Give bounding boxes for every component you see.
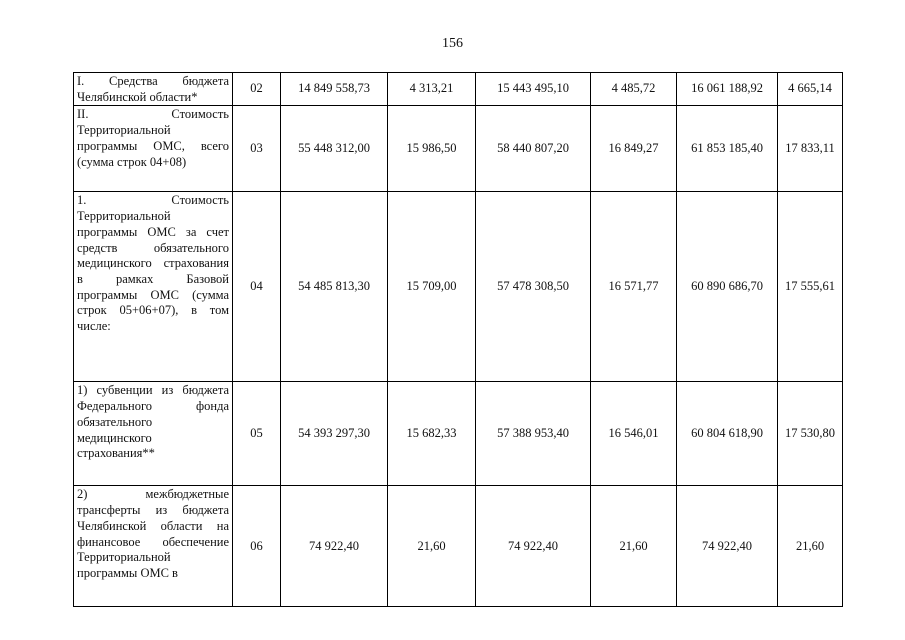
page-number: 156 <box>442 36 463 51</box>
table-cell: 74 922,40 <box>476 486 591 607</box>
row-label: 1. Стоимость Территориальной программы ОМС за счет средств обязательного медицинского страхования в рамках Базовой программы ОМС (сумма строк 05+06+07), в том числе: <box>74 192 233 382</box>
table-cell: 17 530,80 <box>778 382 843 486</box>
table-cell: 15 709,00 <box>388 192 476 382</box>
table-cell: 15 443 495,10 <box>476 73 591 106</box>
table-cell: 17 555,61 <box>778 192 843 382</box>
table-cell: 15 986,50 <box>388 106 476 192</box>
row-label: 2) межбюджетные трансферты из бюджета Челябинской области на финансовое обеспечение Территориальной программы ОМС в <box>74 486 233 607</box>
row-code: 06 <box>233 486 281 607</box>
table-cell: 74 922,40 <box>281 486 388 607</box>
table-cell: 21,60 <box>388 486 476 607</box>
row-code: 02 <box>233 73 281 106</box>
table-cell: 4 485,72 <box>591 73 677 106</box>
table-cell: 21,60 <box>591 486 677 607</box>
table-row <box>74 73 843 106</box>
table-cell: 16 849,27 <box>591 106 677 192</box>
table-cell: 16 546,01 <box>591 382 677 486</box>
table-cell: 60 890 686,70 <box>677 192 778 382</box>
table-row <box>74 192 843 382</box>
row-code: 04 <box>233 192 281 382</box>
table-cell: 16 061 188,92 <box>677 73 778 106</box>
table-cell: 4 665,14 <box>778 73 843 106</box>
row-label: 1) субвенции из бюджета Федерального фонда обязательного медицинского страхования** <box>74 382 233 486</box>
table-row <box>74 106 843 192</box>
table-cell: 16 571,77 <box>591 192 677 382</box>
table-cell: 21,60 <box>778 486 843 607</box>
row-label: I. Средства бюджета Челябинской области* <box>74 73 233 106</box>
row-label: II. Стоимость Территориальной программы ОМС, всего (сумма строк 04+08) <box>74 106 233 192</box>
table-cell: 14 849 558,73 <box>281 73 388 106</box>
row-code: 03 <box>233 106 281 192</box>
table-row <box>74 382 843 486</box>
table-cell: 15 682,33 <box>388 382 476 486</box>
table-cell: 54 485 813,30 <box>281 192 388 382</box>
budget-table <box>73 72 843 607</box>
row-code: 05 <box>233 382 281 486</box>
table-cell: 60 804 618,90 <box>677 382 778 486</box>
table-cell: 55 448 312,00 <box>281 106 388 192</box>
table-cell: 57 478 308,50 <box>476 192 591 382</box>
table-cell: 58 440 807,20 <box>476 106 591 192</box>
table-cell: 54 393 297,30 <box>281 382 388 486</box>
table-cell: 57 388 953,40 <box>476 382 591 486</box>
table-cell: 17 833,11 <box>778 106 843 192</box>
table-cell: 61 853 185,40 <box>677 106 778 192</box>
table-cell: 4 313,21 <box>388 73 476 106</box>
table-cell: 74 922,40 <box>677 486 778 607</box>
table-row <box>74 486 843 607</box>
